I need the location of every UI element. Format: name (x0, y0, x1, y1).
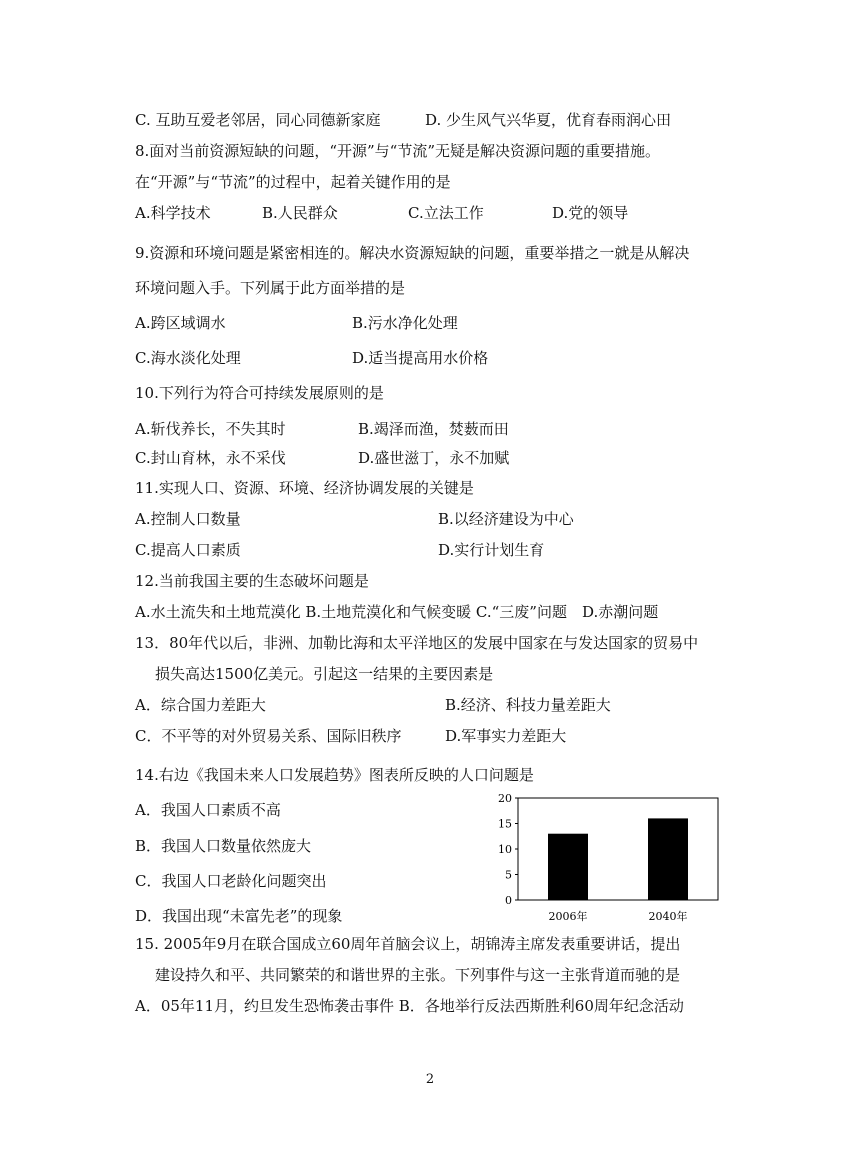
q7-option-c: C. 互助互爱老邻居，同心同德新家庭 (135, 111, 381, 129)
q14-option-d: D．我国出现“未富先老”的现象 (135, 907, 343, 925)
population-trend-chart (490, 790, 730, 930)
q15-stem-line1: 15. 2005年9月在联合国成立60周年首脑会议上，胡锦涛主席发表重要讲话，提出 (135, 935, 681, 953)
bar-1 (548, 834, 588, 900)
q11-option-d: D.实行计划生育 (438, 541, 545, 559)
q10-option-a: A.斩伐养长，不失其时 (135, 420, 286, 438)
q8-option-b: B.人民群众 (262, 204, 338, 222)
q12-stem: 12.当前我国主要的生态破坏问题是 (135, 572, 369, 590)
q10-option-d: D.盛世滋丁，永不加赋 (358, 449, 510, 467)
q12-options: A.水土流失和土地荒漠化 B.土地荒漠化和气候变暖 C.“三废”问题 D.赤潮问题 (135, 603, 659, 621)
q11-option-c: C.提高人口素质 (135, 541, 241, 559)
q13-stem-line2: 损失高达1500亿美元。引起这一结果的主要因素是 (155, 665, 494, 683)
q13-option-b: B.经济、科技力量差距大 (445, 696, 611, 714)
q14-stem: 14.右边《我国未来人口发展趋势》图表所反映的人口问题是 (135, 766, 534, 784)
q14-option-c: C．我国人口老龄化问题突出 (135, 872, 327, 890)
y-tick-label: 20 (498, 792, 512, 805)
q13-option-a: A．综合国力差距大 (135, 696, 266, 714)
y-tick-label: 10 (498, 843, 512, 856)
q10-stem: 10.下列行为符合可持续发展原则的是 (135, 384, 384, 402)
q13-option-d: D.军事实力差距大 (445, 727, 567, 745)
q13-stem-line1: 13．80年代以后，非洲、加勒比海和太平洋地区的发展中国家在与发达国家的贸易中 (135, 634, 699, 652)
q14-option-a: A．我国人口素质不高 (135, 801, 281, 819)
q15-options: A．05年11月，约旦发生恐怖袭击事件 B．各地举行反法西斯胜利60周年纪念活动 (135, 997, 684, 1015)
x-tick-label: 2040年 (648, 910, 688, 923)
y-tick-label: 0 (505, 894, 512, 907)
y-tick-label: 5 (505, 868, 512, 882)
q9-stem-line2: 环境问题入手。下列属于此方面举措的是 (135, 279, 406, 297)
q8-stem-line1: 8.面对当前资源短缺的问题，“开源”与“节流”无疑是解决资源问题的重要措施。 (135, 142, 660, 160)
q7-option-d: D. 少生风气兴华夏，优育春雨润心田 (425, 111, 672, 129)
bar-2 (648, 818, 688, 900)
q9-option-a: A.跨区域调水 (135, 314, 226, 332)
q15-stem-line2: 建设持久和平、共同繁荣的和谐世界的主张。下列事件与这一主张背道而驰的是 (155, 966, 681, 984)
q9-option-d: D.适当提高用水价格 (352, 349, 489, 367)
q8-stem-line2: 在“开源”与“节流”的过程中，起着关键作用的是 (135, 173, 451, 191)
q8-option-d: D.党的领导 (552, 204, 629, 222)
q9-option-c: C.海水淡化处理 (135, 349, 241, 367)
q10-option-b: B.竭泽而渔，焚薮而田 (358, 420, 509, 438)
x-tick-label: 2006年 (548, 910, 588, 923)
y-tick-label: 15 (498, 817, 512, 831)
q14-option-b: B．我国人口数量依然庞大 (135, 837, 312, 855)
q11-stem: 11.实现人口、资源、环境、经济协调发展的关键是 (135, 479, 474, 497)
q8-option-c: C.立法工作 (408, 204, 484, 222)
q13-option-c: C．不平等的对外贸易关系、国际旧秩序 (135, 727, 402, 745)
q9-stem-line1: 9.资源和环境问题是紧密相连的。解决水资源短缺的问题，重要举措之一就是从解决 (135, 244, 690, 262)
q8-option-a: A.科学技术 (135, 204, 211, 222)
page-number: 2 (425, 1072, 435, 1087)
q11-option-a: A.控制人口数量 (135, 510, 241, 528)
q11-option-b: B.以经济建设为中心 (438, 510, 574, 528)
q10-option-c: C.封山育林，永不采伐 (135, 449, 286, 467)
q9-option-b: B.污水净化处理 (352, 314, 458, 332)
